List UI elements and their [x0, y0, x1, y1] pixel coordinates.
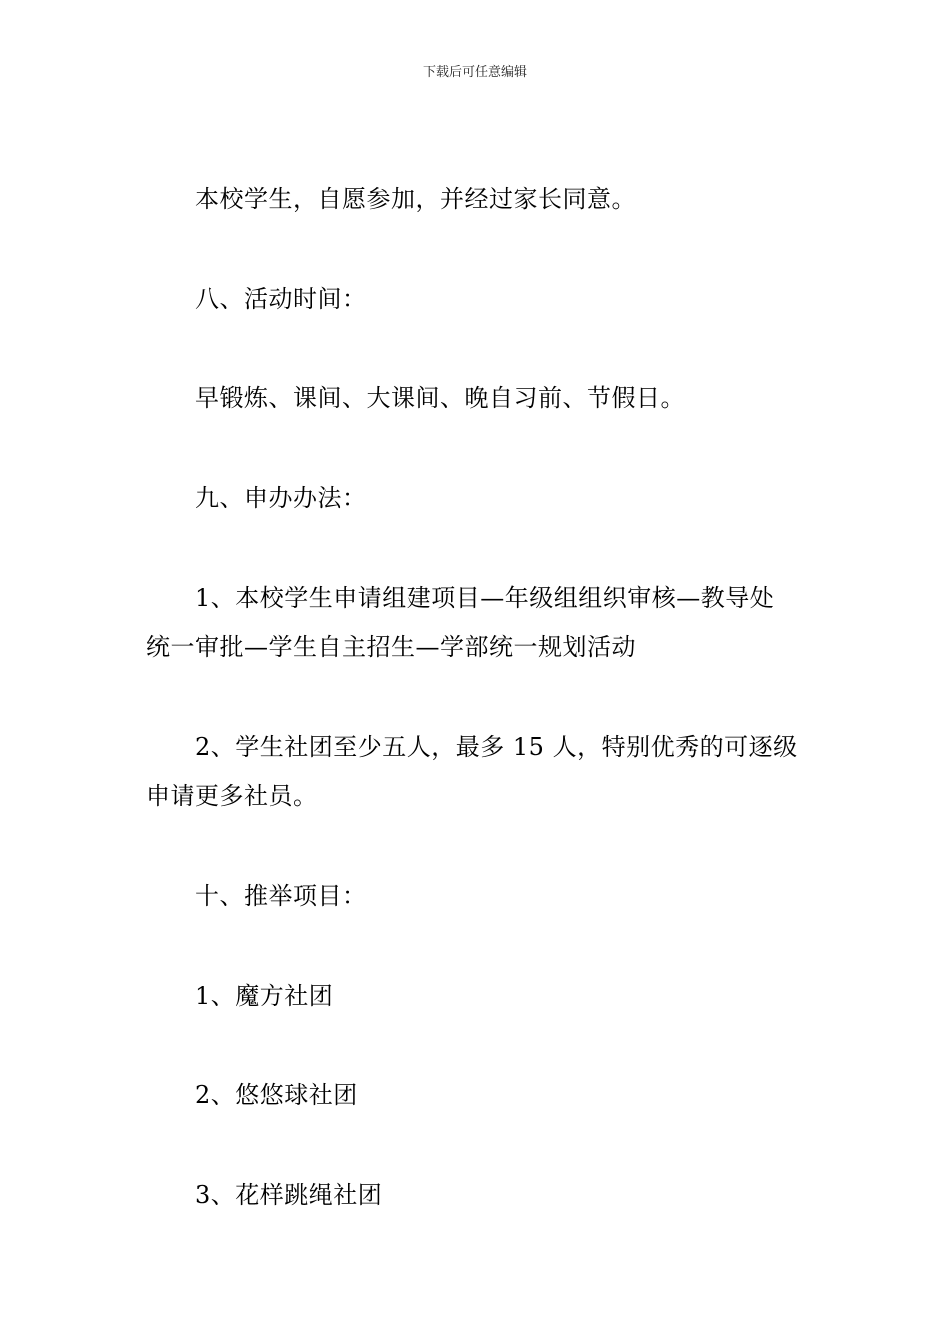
paragraph-eligibility: 本校学生，自愿参加，并经过家长同意。 [195, 185, 636, 213]
list-item-jump-rope-club: 3、花样跳绳社团 [195, 1181, 383, 1209]
heading-activity-time: 八、活动时间： [195, 285, 367, 313]
paragraph-application-step-2-line-1: 2、学生社团至少五人，最多 15 人，特别优秀的可逐级 [195, 733, 798, 761]
list-item-yoyo-club: 2、悠悠球社团 [195, 1081, 358, 1109]
paragraph-application-step-1-line-1: 1、本校学生申请组建项目—年级组组织审核—教导处 [195, 584, 775, 612]
page-header: 下载后可任意编辑 [422, 65, 527, 80]
paragraph-application-step-1-line-2: 统一审批—学生自主招生—学部统一规划活动 [146, 633, 636, 661]
heading-application-method: 九、申办办法： [195, 484, 367, 512]
paragraph-activity-time: 早锻炼、课间、大课间、晚自习前、节假日。 [195, 384, 685, 412]
list-item-rubiks-cube-club: 1、魔方社团 [195, 982, 334, 1010]
paragraph-application-step-2-line-2: 申请更多社员。 [146, 782, 318, 810]
heading-recommended-projects: 十、推举项目： [195, 882, 367, 910]
